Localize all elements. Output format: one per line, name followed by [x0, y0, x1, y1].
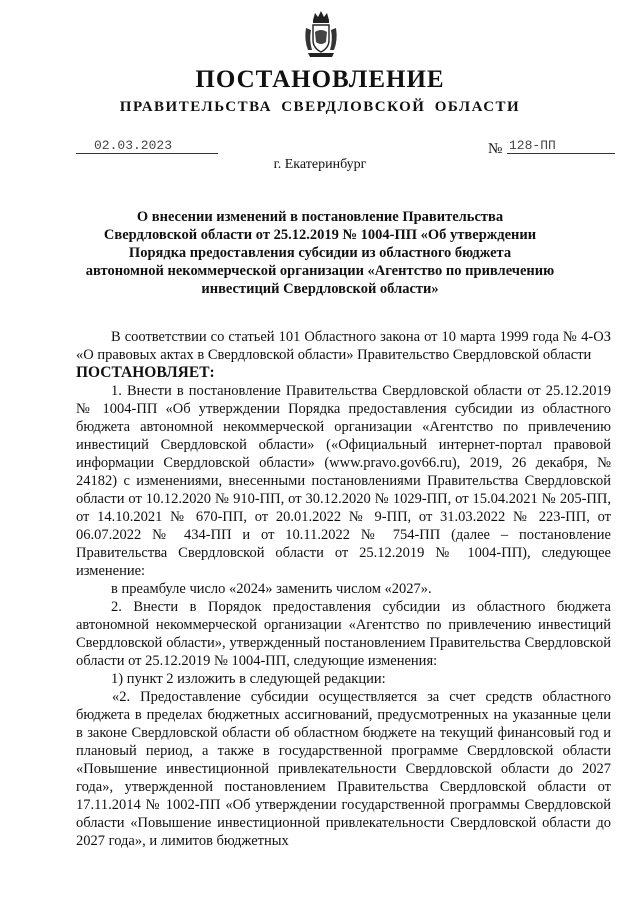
paragraph-1-sub: в преамбуле число «2024» заменить числом «2027».	[111, 581, 432, 597]
paragraph-1: 1. Внести в постановление Правительства Свердловской области от 25.12.2019 № 1004-ПП «Об утверждении Порядка предоставления субсидии из областного бюджета автономной некоммерческой организации «Агентство по привлечению инвестиций Свердловской области» («Официальный интернет-портал правовой информации Свердловской области» (www.pravo.gov66.ru), 2019, 26 декабря, № 24182) с изменениями, внесенными постановлениями Правительства Свердловской области от 10.12.2020 № 910-ПП, от 30.12.2020 № 1029-ПП, от 15.04.2021 № 205-ПП, от 14.10.2021 № 670-ПП, от 20.01.2022 № 9-ПП, от 31.03.2022 № 223-ПП, от 06.07.2022 № 434-ПП и от 10.11.2022 № 754-ПП (далее – постановление Правительства Свердловской области от 25.12.2019 № 1004-ПП), следующее изменение:	[76, 383, 611, 579]
document-title: ПОСТАНОВЛЕНИЕ	[195, 66, 445, 93]
preamble-paragraph: В соответствии со статьей 101 Областного закона от 10 марта 1999 года № 4-ОЗ «О правовых актах в Свердловской области» Правительство Свердловской области	[76, 329, 611, 363]
number-sign: №	[488, 141, 503, 157]
document-body	[76, 328, 611, 850]
resolve-keyword: ПОСТАНОВЛЯЕТ:	[76, 364, 215, 381]
document-subtitle: ПРАВИТЕЛЬСТВА СВЕРДЛОВСКОЙ ОБЛАСТИ	[119, 99, 521, 115]
paragraph-2-item-1: 1) пункт 2 изложить в следующей редакции:	[111, 671, 386, 687]
heading-line: Свердловской области от 25.12.2019 № 1004-ПП «Об утверждении	[103, 227, 537, 243]
document-date: 02.03.2023	[76, 138, 218, 154]
heading-line: инвестиций Свердловской области»	[201, 281, 439, 297]
paragraph-2: 2. Внести в Порядок предоставления субсидии из областного бюджета автономной некоммерческой организации «Агентство по привлечению инвестиций Свердловской области», утвержденный постановлением Правительства Свердловской области от 25.12.2019 № 1004-ПП, следующие изменения:	[76, 599, 611, 669]
heading-line: автономной некоммерческой организации «Агентство по привлечению	[85, 263, 555, 279]
heading-line: О внесении изменений в постановление Правительства	[136, 209, 504, 225]
heading-line: Порядка предоставления субсидии из областного бюджета	[128, 245, 512, 261]
document-heading	[60, 208, 580, 298]
city-name: г. Екатеринбург	[273, 157, 367, 172]
paragraph-2-quote: «2. Предоставление субсидии осуществляется за счет средств областного бюджета в пределах бюджетных ассигнований, предусмотренных на указанные цели в законе Свердловской области об областном бюджете на текущий финансовый год и плановый период, а также в государственной программе Свердловской области «Повышение инвестиционной привлекательности Свердловской области до 2027 года», утвержденной постановлением Правительства Свердловской области от 17.11.2014 № 1002-ПП «Об утверждении государственной программы Свердловской области «Повышение инвестиционной привлекательности Свердловской области до 2027 года», и лимитов бюджетных	[76, 689, 611, 849]
document-number: 128-ПП	[507, 138, 615, 154]
coat-of-arms-icon	[304, 10, 338, 60]
